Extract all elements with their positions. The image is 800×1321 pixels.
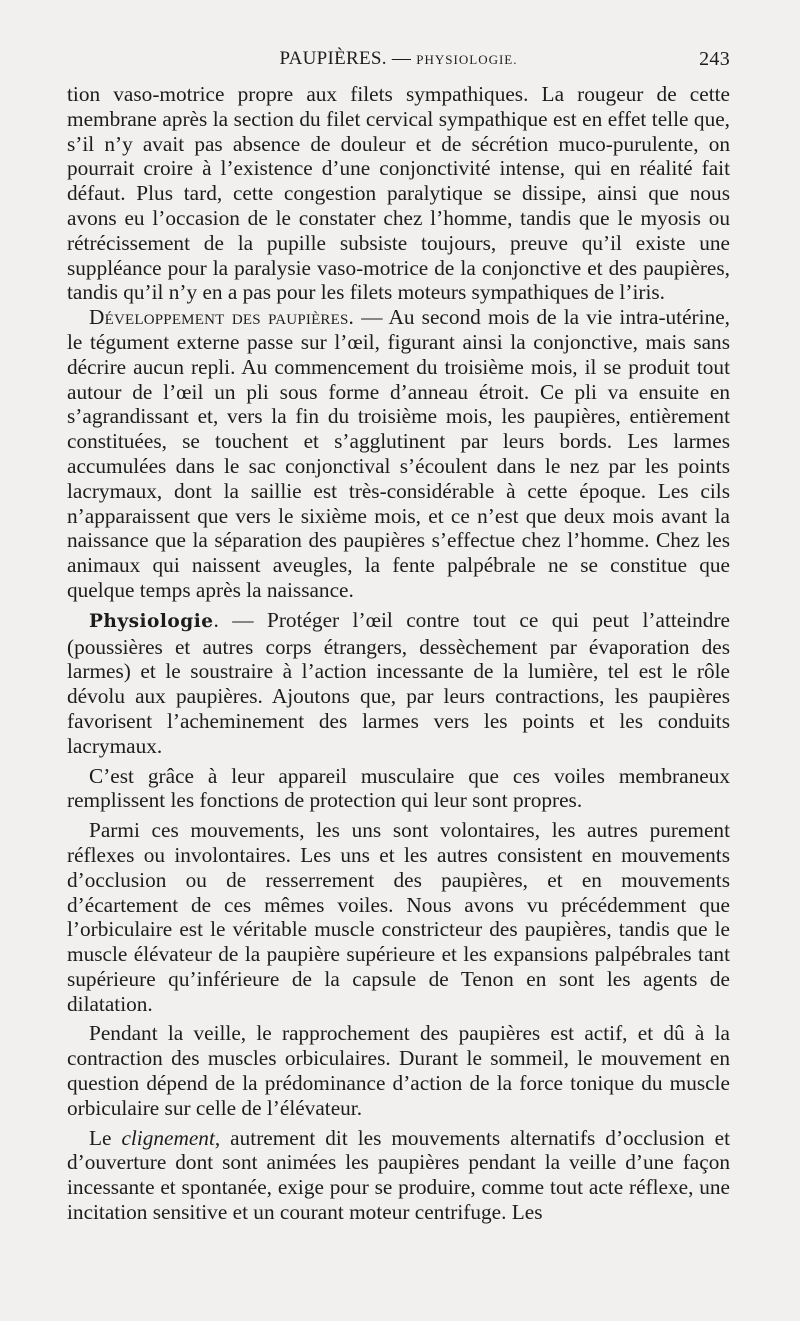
paragraph-physiologie-text: . — Protéger l’œil contre tout ce qui peut l’atteindre (poussières et autres corps étrangers, dessèchement par évaporation des larmes) et le soustraire à l’action incessante de la lumière, tel est le rôle dévolu aux paupières. Ajoutons que, par leurs contractions, les paupières favorisent l’acheminement des larmes vers les points et les conduits lacrymaux. — [67, 607, 730, 758]
section-heading-developpement: Développement des paupières. — [89, 305, 355, 330]
running-head — [67, 44, 730, 74]
running-head-title — [67, 48, 730, 70]
page-number: 243 — [699, 48, 730, 70]
paragraph-veille: Pendant la veille, le rapprochement des paupières est actif, et dû à la contraction des muscles orbiculaires. Durant le sommeil, le mouvement en question dépend de la prédominance d’action de la force tonique du muscle orbiculaire sur celle de l’élévateur. — [67, 1021, 730, 1120]
paragraph-continuation: tion vaso-motrice propre aux filets sympathiques. La rougeur de cette membrane après la section du filet cervical sympathique est en effet telle que, s’il n’y avait pas absence de douleur et de sécrétion muco-purulente, on pourrait croire à l’existence d’une conjonctivité intense, qui en réalité fait défaut. Plus tard, cette congestion paralytique se dissipe, ainsi que nous avons eu l’occasion de le constater chez l’homme, tandis que le myosis ou rétrécissement de la pupille subsiste toujours, preuve qu’il existe une suppléance pour la paralysie vaso-motrice de la conjonctive et des paupières, tandis qu’il n’y en a pas pour les filets moteurs sympathiques de l’iris. — [67, 82, 730, 305]
paragraph-appareil-musculaire: C’est grâce à leur appareil musculaire que ces voiles membraneux remplissent les fonctions de protection qui leur sont propres. — [67, 763, 730, 813]
italic-term-clignement: clignement — [121, 1125, 215, 1150]
section-heading-physiologie: Physiologie — [89, 610, 214, 632]
paragraph-developpement — [67, 305, 730, 603]
paragraph-clignement-text: , autrement dit les mouvements alternatifs d’occlusion et d’ouverture dont sont animées les paupières pendant la veille d’une façon incessante et spontanée, exige pour se produire, comme tout acte réflexe, une incitation sensitive et un courant moteur centrifuge. Les — [67, 1125, 730, 1225]
running-head-dash: — — [391, 48, 412, 69]
paragraph-clignement — [67, 1126, 730, 1225]
paragraph-developpement-text: — Au second mois de la vie intra-utérine, le tégument externe passe sur l’œil, figurant ainsi la conjonctive, mais sans décrire aucun repli. Au commencement du troisième mois, il se produit tout autour de l’œil un pli sous forme d’anneau étroit. Ce pli va ensuite en s’agrandissant et, vers la fin du troisième mois, les paupières, entièrement constituées, se touchent et s’agglutinent par leurs bords. Les larmes accumulées dans le sac conjonctival s’écoulent dans le nez par les points lacrymaux, dont la saillie est très-considérable à cette époque. Les cils n’apparaissent que vers le sixième mois, et ce n’est que deux mois avant la naissance que la séparation des paupières s’effectue chez l’homme. Chez les animaux qui naissent aveugles, la fente palpébrale ne se constitue que quelque temps après la naissance. — [67, 305, 730, 602]
running-head-sub: PHYSIOLOGIE. — [416, 52, 518, 67]
paragraph-physiologie — [67, 608, 730, 759]
running-head-main: PAUPIÈRES. — [279, 48, 387, 69]
body-text — [67, 82, 730, 1225]
paragraph-clignement-lead: Le — [89, 1125, 122, 1150]
paragraph-mouvements: Parmi ces mouvements, les uns sont volontaires, les autres purement réflexes ou involontaires. Les uns et les autres consistent en mouvements d’occlusion ou de resserrement des paupières, et en mouvements d’écartement de ces mêmes voiles. Nous avons vu précédemment que l’orbiculaire est le véritable muscle constricteur des paupières, tandis que le muscle élévateur de la paupière supérieure et les expansions palpébrales tant supérieure qu’inférieure de la capsule de Tenon en sont les agents de dilatation. — [67, 818, 730, 1016]
